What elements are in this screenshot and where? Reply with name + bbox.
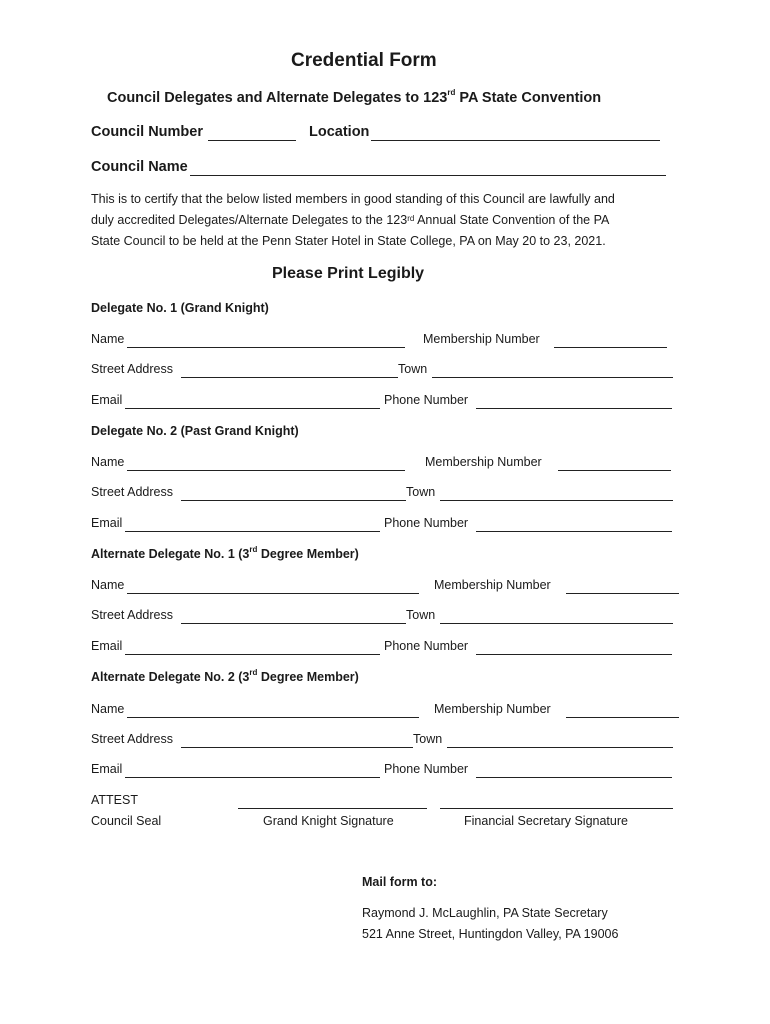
grand-knight-signature-field[interactable] [238,808,427,809]
email-field[interactable] [125,654,380,655]
membership-field[interactable] [566,717,679,718]
email-label: Email [91,762,123,776]
email-field[interactable] [125,531,380,532]
email-field[interactable] [125,777,380,778]
town-field[interactable] [440,623,673,624]
certify-line-2-end: Annual State Convention of the PA [414,213,610,227]
section-heading-delegate-2: Delegate No. 2 (Past Grand Knight) [91,424,299,438]
name-field[interactable] [127,347,405,348]
town-label: Town [398,362,428,376]
street-label: Street Address [91,362,173,376]
phone-label: Phone Number [384,393,469,407]
street-label: Street Address [91,608,173,622]
street-label: Street Address [91,732,173,746]
section-heading-text-end: Degree Member) [257,670,359,684]
membership-label: Membership Number [425,455,542,469]
certify-line-3: State Council to be held at the Penn Stater Hotel in State College, PA on May 20 to 23, 2021. [91,234,606,248]
council-number-label: Council Number [91,124,203,140]
location-label: Location [309,124,370,140]
membership-field[interactable] [566,593,679,594]
section-heading-delegate-1: Delegate No. 1 (Grand Knight) [91,301,269,315]
street-field[interactable] [181,500,406,501]
financial-secretary-signature-label: Financial Secretary Signature [464,814,628,828]
phone-label: Phone Number [384,762,469,776]
phone-field[interactable] [476,654,672,655]
name-field[interactable] [127,593,419,594]
council-number-field[interactable] [208,140,296,141]
name-label: Name [91,455,125,469]
council-name-field[interactable] [190,175,666,176]
section-heading-sup: rd [249,668,258,677]
grand-knight-signature-label: Grand Knight Signature [263,814,394,828]
email-label: Email [91,393,123,407]
section-heading-text-end: Degree Member) [257,547,359,561]
membership-field[interactable] [558,470,671,471]
membership-field[interactable] [554,347,667,348]
name-label: Name [91,578,125,592]
street-field[interactable] [181,377,398,378]
attest-label: ATTEST [91,793,138,807]
council-seal-label: Council Seal [91,814,162,828]
section-heading-sup: rd [249,545,258,554]
town-field[interactable] [440,500,673,501]
town-field[interactable] [447,747,673,748]
street-field[interactable] [181,623,406,624]
section-heading-alternate-2 [91,670,359,684]
form-title: Credential Form [291,50,437,71]
form-subtitle [107,90,601,106]
name-label: Name [91,332,125,346]
financial-secretary-signature-field[interactable] [440,808,673,809]
location-field[interactable] [371,140,660,141]
council-name-label: Council Name [91,159,188,175]
mail-heading: Mail form to: [362,875,437,889]
town-label: Town [406,485,436,499]
phone-label: Phone Number [384,516,469,530]
street-label: Street Address [91,485,173,499]
certify-line-2 [91,210,609,231]
name-label: Name [91,702,125,716]
subtitle-text: Council Delegates and Alternate Delegates to 123 [107,90,448,106]
phone-field[interactable] [476,531,672,532]
section-heading-text: Alternate Delegate No. 1 (3 [91,547,250,561]
membership-label: Membership Number [423,332,540,346]
email-label: Email [91,516,123,530]
certify-sup: rd [407,214,415,223]
mail-recipient: Raymond J. McLaughlin, PA State Secretary [362,906,608,920]
subtitle-sup: rd [447,88,456,97]
town-label: Town [406,608,436,622]
certify-line-1: This is to certify that the below listed members in good standing of this Council are lawfully and [91,192,615,206]
phone-field[interactable] [476,408,672,409]
email-field[interactable] [125,408,380,409]
name-field[interactable] [127,717,419,718]
email-label: Email [91,639,123,653]
print-legibly-heading: Please Print Legibly [272,265,425,282]
section-heading-text: Alternate Delegate No. 2 (3 [91,670,250,684]
certify-line-2-text: duly accredited Delegates/Alternate Delegates to the 123 [91,213,408,227]
street-field[interactable] [181,747,413,748]
subtitle-text-end: PA State Convention [455,90,602,106]
town-label: Town [413,732,443,746]
membership-label: Membership Number [434,702,551,716]
mail-address: 521 Anne Street, Huntingdon Valley, PA 19006 [362,927,619,941]
phone-label: Phone Number [384,639,469,653]
section-heading-alternate-1 [91,547,359,561]
name-field[interactable] [127,470,405,471]
membership-label: Membership Number [434,578,551,592]
town-field[interactable] [432,377,673,378]
phone-field[interactable] [476,777,672,778]
